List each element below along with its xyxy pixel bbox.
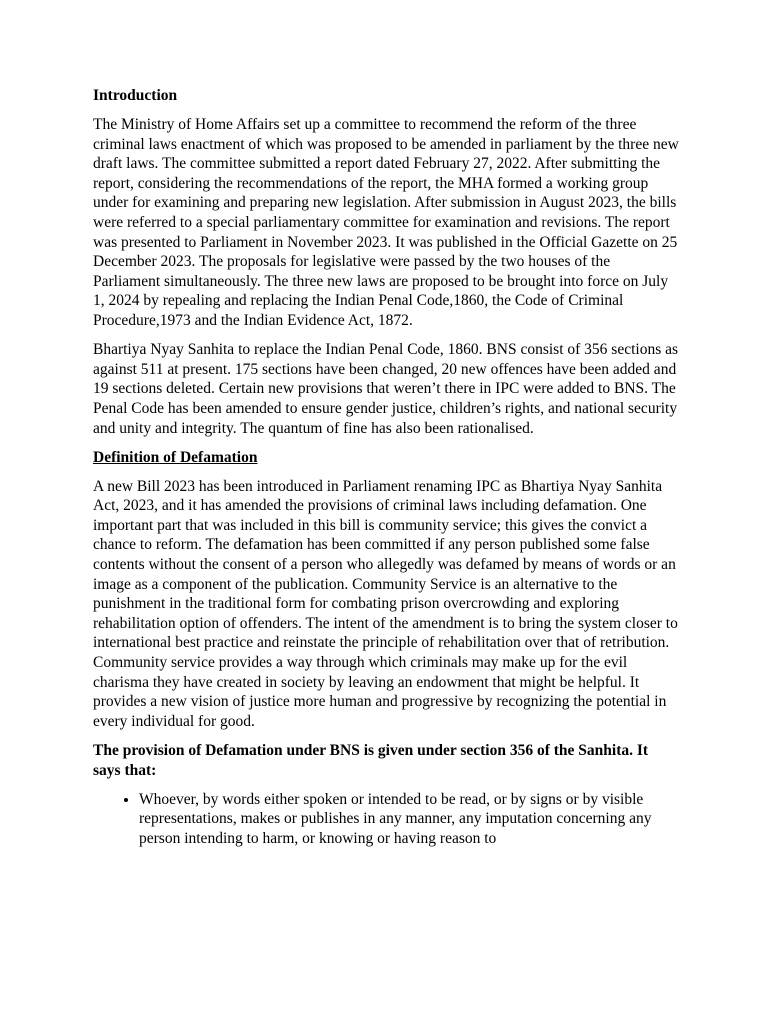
definition-heading: [93, 448, 679, 468]
definition-paragraph: A new Bill 2023 has been introduced in Parliament renaming IPC as Bhartiya Nyay Sanhita Act, 2023, and it has amended the provisions of criminal laws including defamation. One important part that was included in this bill is community service; this gives the convict a chance to reform. The defamation has been committed if any person published some false contents without the consent of a person who allegedly was defamed by means of words or an image as a component of the publication. Community Service is an alternative to the punishment in the traditional form for combating prison overcrowding and exploring rehabilitation option of offenders. The intent of the amendment is to bring the system closer to international best practice and reinstate the principle of rehabilitation over that of retribution. Community service provides a way through which criminals may make up for the evil charisma they have created in society by leaving an endowment that might be helpful. It provides a new vision of justice more human and progressive by recognizing the potential in every individual for good.: [93, 477, 678, 730]
document-page: [93, 86, 679, 848]
provision-bullet-list: [93, 790, 679, 849]
introduction-heading: Introduction: [93, 87, 178, 104]
definition-heading-text: Definition of Defamation: [93, 448, 258, 466]
provision-heading: The provision of Defamation under BNS is given under section 356 of the Sanhita. It says that:: [93, 741, 649, 779]
introduction-paragraph-1: The Ministry of Home Affairs set up a committee to recommend the reform of the three criminal laws enactment of which was proposed to be amended in parliament by the three new draft laws. The committee submitted a report dated February 27, 2022. After submitting the report, considering the recommendations of the report, the MHA formed a working group under for examining and preparing new legislation. After submission in August 2023, the bills were referred to a special parliamentary committee for examination and revisions. The report was presented to Parliament in November 2023. It was published in the Official Gazette on 25 December 2023. The proposals for legislative were passed by the two houses of the Parliament simultaneously. The three new laws are proposed to be brought into force on July 1, 2024 by repealing and replacing the Indian Penal Code,1860, the Code of Criminal Procedure,1973 and the Indian Evidence Act, 1872.: [93, 116, 679, 330]
introduction-paragraph-2: Bhartiya Nyay Sanhita to replace the Indian Penal Code, 1860. BNS consist of 356 sections as against 511 at present. 175 sections have been changed, 20 new offences have been added and 19 sections deleted. Certain new provisions that weren’t there in IPC were added to BNS. The Penal Code has been amended to ensure gender justice, children’s rights, and national security and unity and integrity. The quantum of fine has also been rationalised.: [93, 341, 679, 437]
provision-bullet-item: • Whoever, by words either spoken or intended to be read, or by signs or by visible representations, makes or publishes in any manner, any imputation concerning any person intending to harm, or knowing or having reason to: [139, 790, 679, 849]
